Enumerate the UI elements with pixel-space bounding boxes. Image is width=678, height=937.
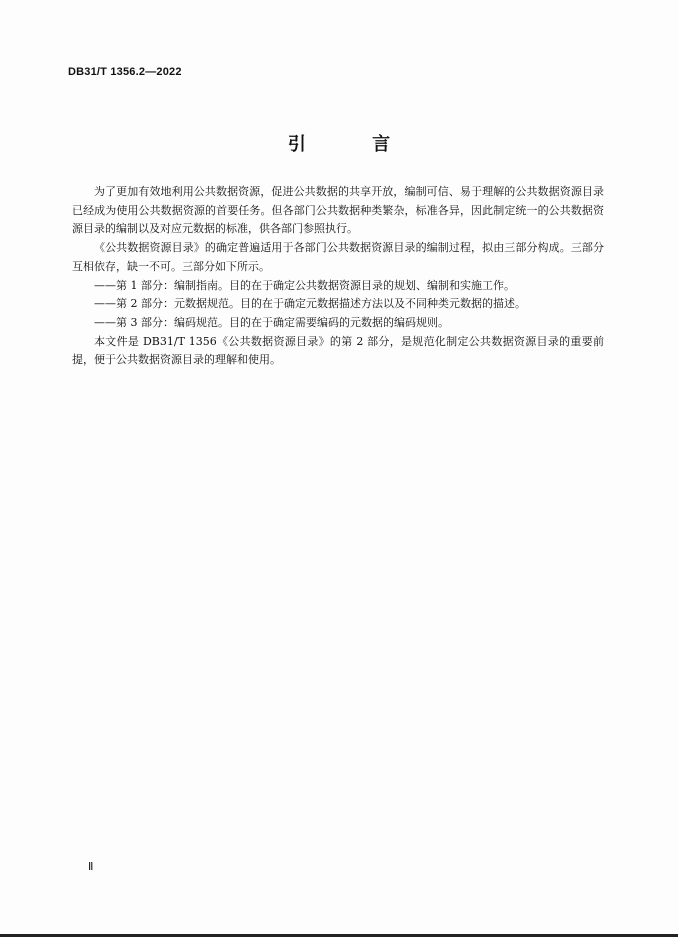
page-title: 引 言 <box>287 134 421 155</box>
standard-code: DB31/T 1356.2—2022 <box>68 66 182 78</box>
list-item-part-3: ——第 3 部分：编码规范。目的在于确定需要编码的元数据的编码规则。 <box>94 315 449 329</box>
list-item-part-2: ——第 2 部分：元数据规范。目的在于确定元数据描述方法以及不同种类元数据的描述。 <box>94 297 526 311</box>
list-item-part-1: ——第 1 部分：编制指南。目的在于确定公共数据资源目录的规划、编制和实施工作。 <box>94 278 515 292</box>
closing-paragraph: 本文件是 DB31/T 1356《公共数据资源目录》的第 2 部分，是规范化制定公共数据资源目录的重要前提，便于公共数据资源目录的理解和使用。 <box>72 334 604 367</box>
structure-paragraph: 《公共数据资源目录》的确定普遍适用于各部门公共数据资源目录的编制过程，拟由三部分构成。三部分互相依存，缺一不可。三部分如下所示。 <box>72 241 604 273</box>
document-body <box>72 183 604 370</box>
intro-paragraph: 为了更加有效地利用公共数据资源，促进公共数据的共享开放，编制可信、易于理解的公共数据资源目录已经成为使用公共数据资源的首要任务。但各部门公共数据种类繁杂，标准各异，因此制定统一的公共数据资源目录的编制以及对应元数据的标准，供各部门参照执行。 <box>72 185 604 236</box>
page-number: Ⅱ <box>88 860 94 873</box>
